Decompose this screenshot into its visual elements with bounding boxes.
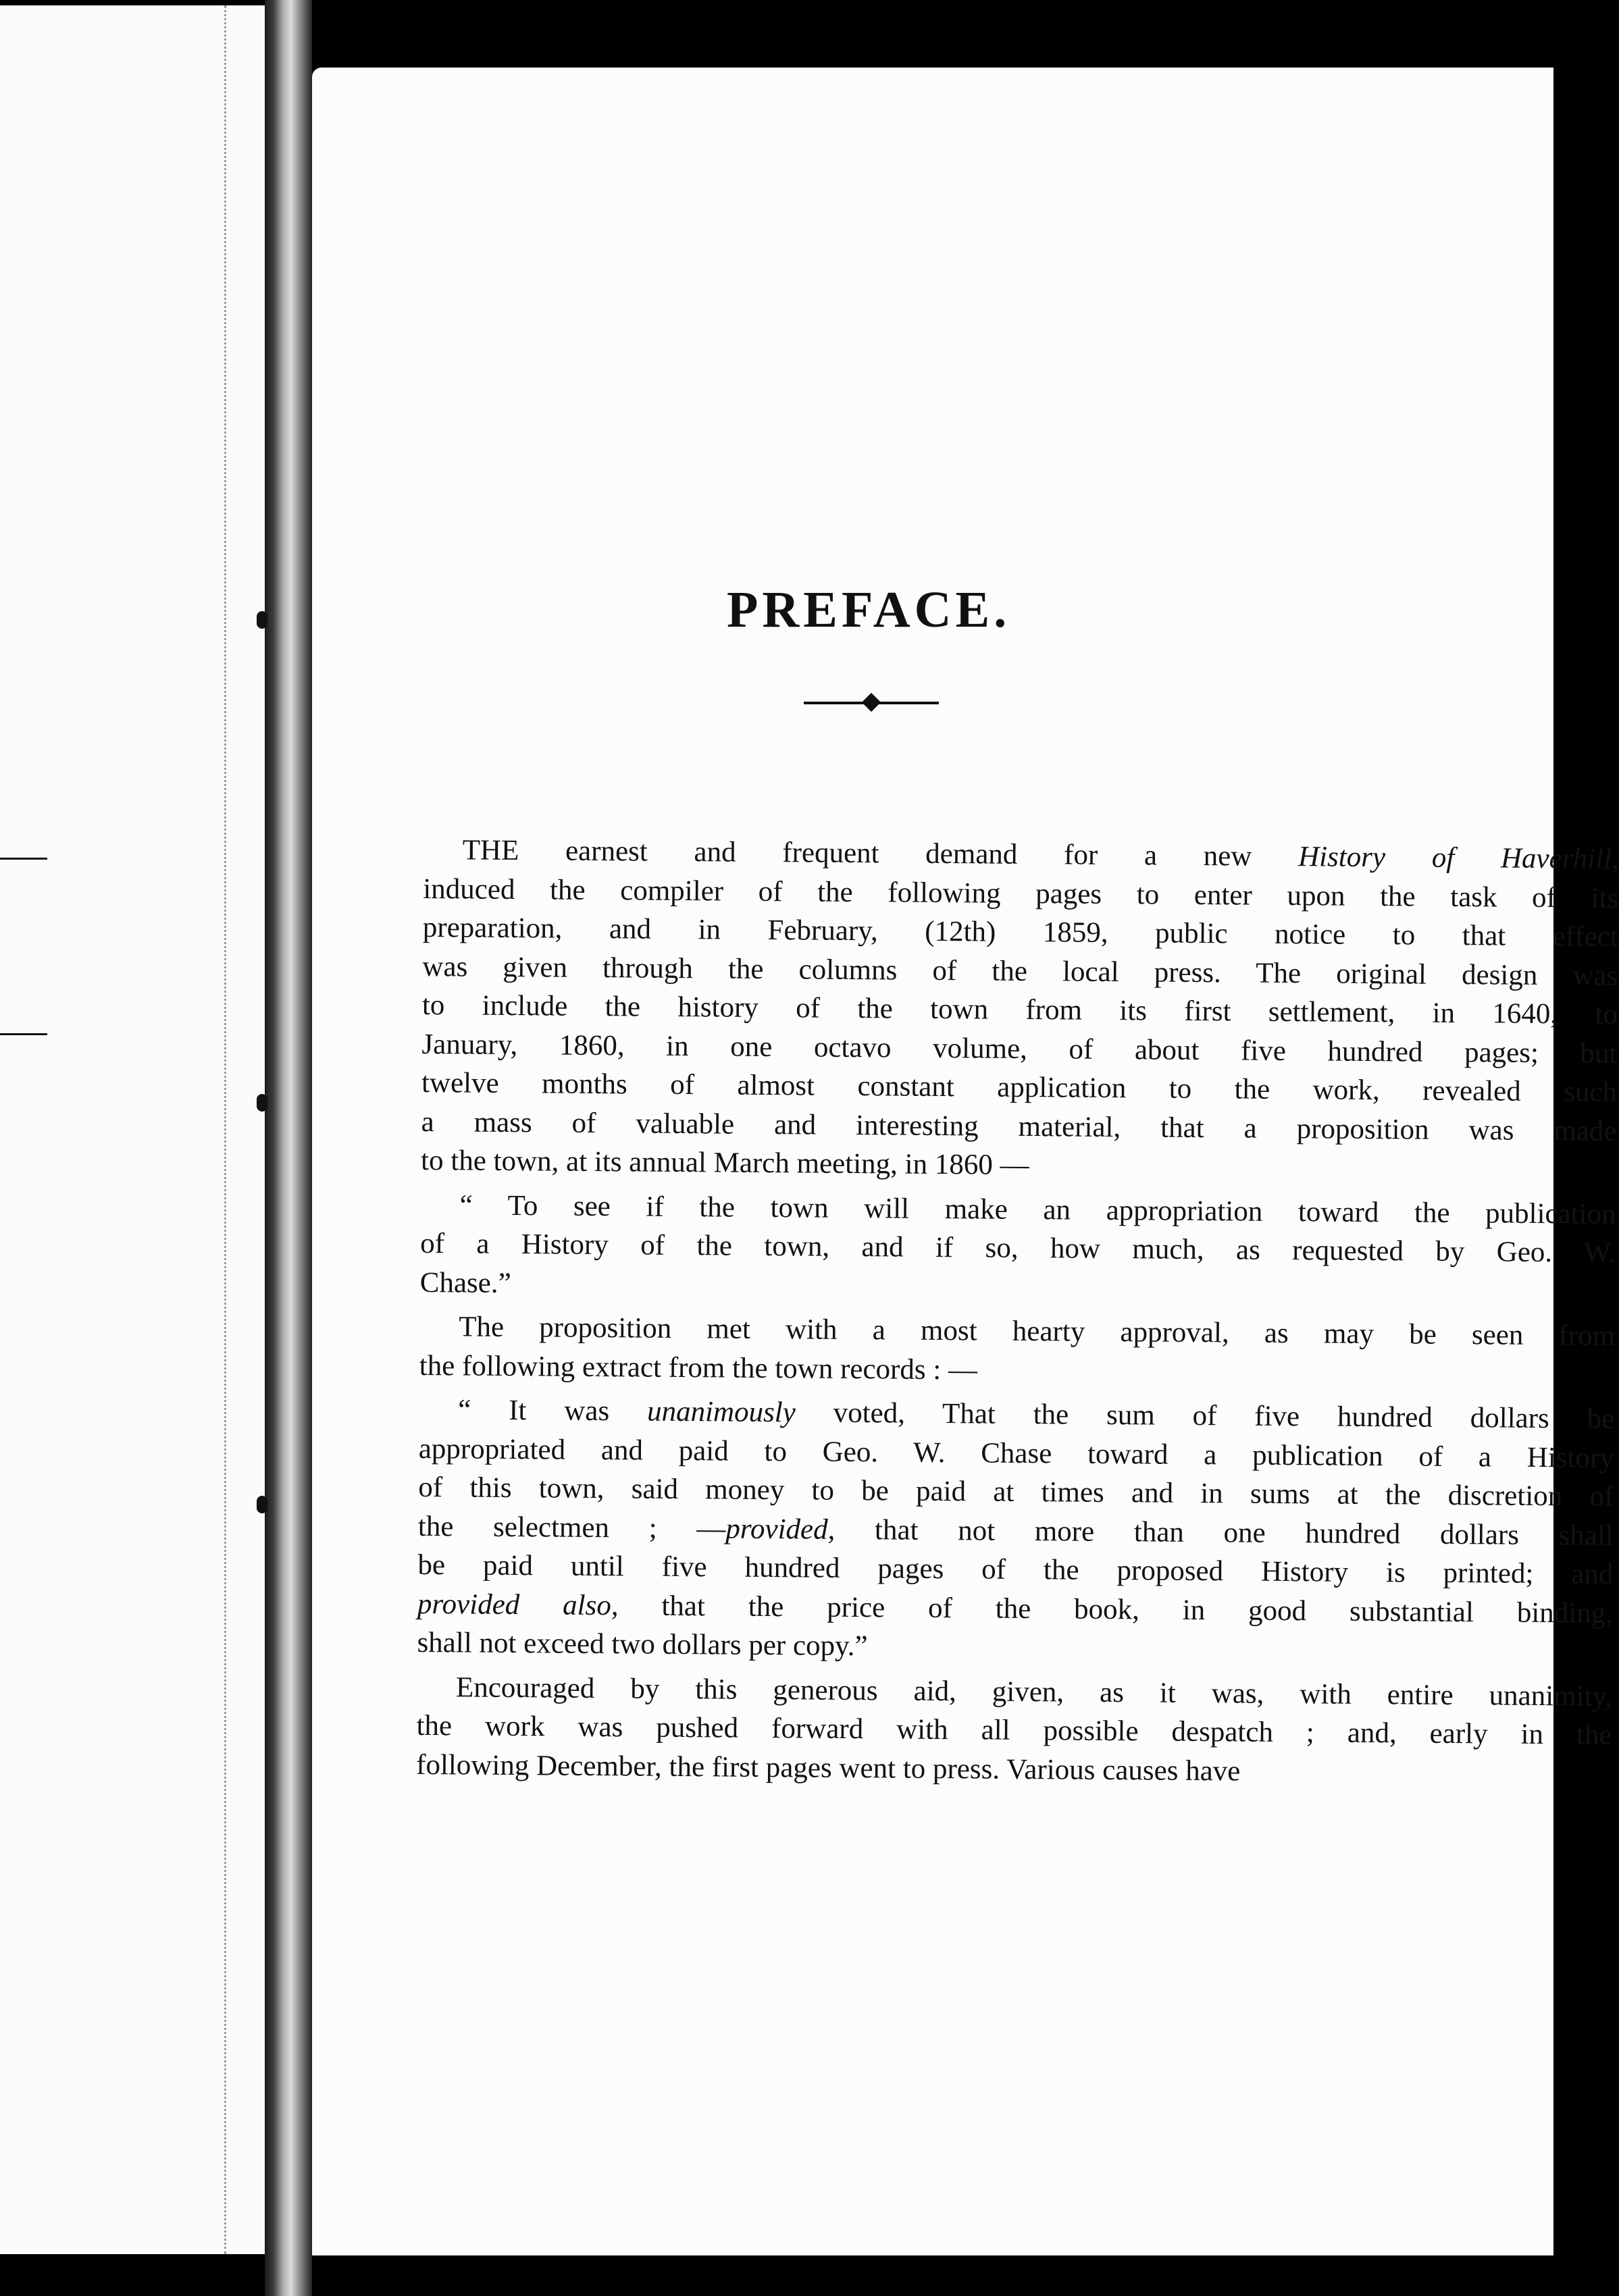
title-ornament-dot bbox=[862, 693, 881, 712]
paragraph bbox=[421, 831, 1619, 1189]
text-run: be paid until five hundred pages of the proposed History is printed; and bbox=[417, 1548, 1614, 1590]
paragraph bbox=[417, 1390, 1614, 1671]
binding-mark bbox=[257, 1094, 267, 1112]
small-caps-text: THE bbox=[462, 834, 519, 867]
book-page bbox=[312, 68, 1619, 2255]
preface-body bbox=[416, 831, 1619, 1799]
text-run: was given through the columns of the local press. The original design was bbox=[422, 950, 1618, 992]
text-run: earnest and frequent demand for a new bbox=[519, 835, 1299, 873]
text-run: Encouraged by this generous aid, given, as it was, with entire unanimity, bbox=[455, 1671, 1613, 1713]
paragraph bbox=[420, 1185, 1616, 1311]
text-run: to include the history of the town from its first settlement, in 1640, to bbox=[421, 989, 1618, 1030]
text-run: of a History of the town, and if so, how much, as requested by Geo. W. bbox=[420, 1227, 1616, 1269]
text-run: Chase.” bbox=[419, 1266, 511, 1299]
italic-text: provided, bbox=[725, 1513, 836, 1546]
perforation-line bbox=[224, 5, 226, 2254]
text-run: induced the compiler of the following pages to enter upon the task of its bbox=[423, 872, 1619, 914]
text-run: that not more than one hundred dollars shall bbox=[835, 1513, 1614, 1552]
book-spine bbox=[265, 0, 312, 2296]
text-run: following December, the first pages went to press. Various causes have bbox=[415, 1748, 1241, 1788]
left-page-rule bbox=[0, 858, 47, 860]
paragraph bbox=[419, 1307, 1616, 1394]
text-run: the selectmen ; — bbox=[417, 1510, 726, 1545]
italic-text: unanimously bbox=[646, 1395, 796, 1429]
text-run: that the price of the book, in good substantial binding, bbox=[618, 1589, 1614, 1629]
left-page-margin bbox=[0, 5, 265, 2254]
italic-text: provided also, bbox=[417, 1588, 619, 1621]
text-run: appropriated and paid to Geo. W. Chase toward a publication of a History bbox=[418, 1432, 1614, 1474]
italic-text: History of Haverhill, bbox=[1297, 841, 1619, 875]
binding-mark bbox=[257, 1496, 267, 1513]
text-run: voted, That the sum of five hundred dollars be bbox=[795, 1397, 1615, 1435]
paragraph bbox=[416, 1667, 1612, 1793]
text-run: January, 1860, in one octavo volume, of about five hundred pages; but bbox=[421, 1028, 1618, 1070]
text-run: preparation, and in February, (12th) 1859, public notice to that effect bbox=[422, 911, 1619, 953]
text-run: twelve months of almost constant application to the work, revealed such bbox=[421, 1066, 1618, 1108]
text-run: “ It was bbox=[458, 1394, 648, 1428]
text-run: shall not exceed two dollars per copy.” bbox=[417, 1626, 868, 1663]
text-run: to the town, at its annual March meeting, in 1860 — bbox=[420, 1144, 1029, 1182]
text-run: of this town, said money to be paid at times and in sums at the discretion of bbox=[418, 1471, 1614, 1513]
page-title: PREFACE. bbox=[727, 581, 1011, 638]
text-run: the following extract from the town records : — bbox=[419, 1349, 978, 1386]
text-run: a mass of valuable and interesting material, that a proposition was made bbox=[421, 1105, 1617, 1147]
left-page-rule bbox=[0, 1033, 47, 1035]
binding-mark bbox=[257, 611, 267, 629]
text-run: the work was pushed forward with all possible despatch ; and, early in the bbox=[416, 1709, 1612, 1751]
text-run: “ To see if the town will make an appropriation toward the publication bbox=[459, 1189, 1616, 1230]
text-run: The proposition met with a most hearty approval, as may be seen from bbox=[459, 1311, 1616, 1352]
